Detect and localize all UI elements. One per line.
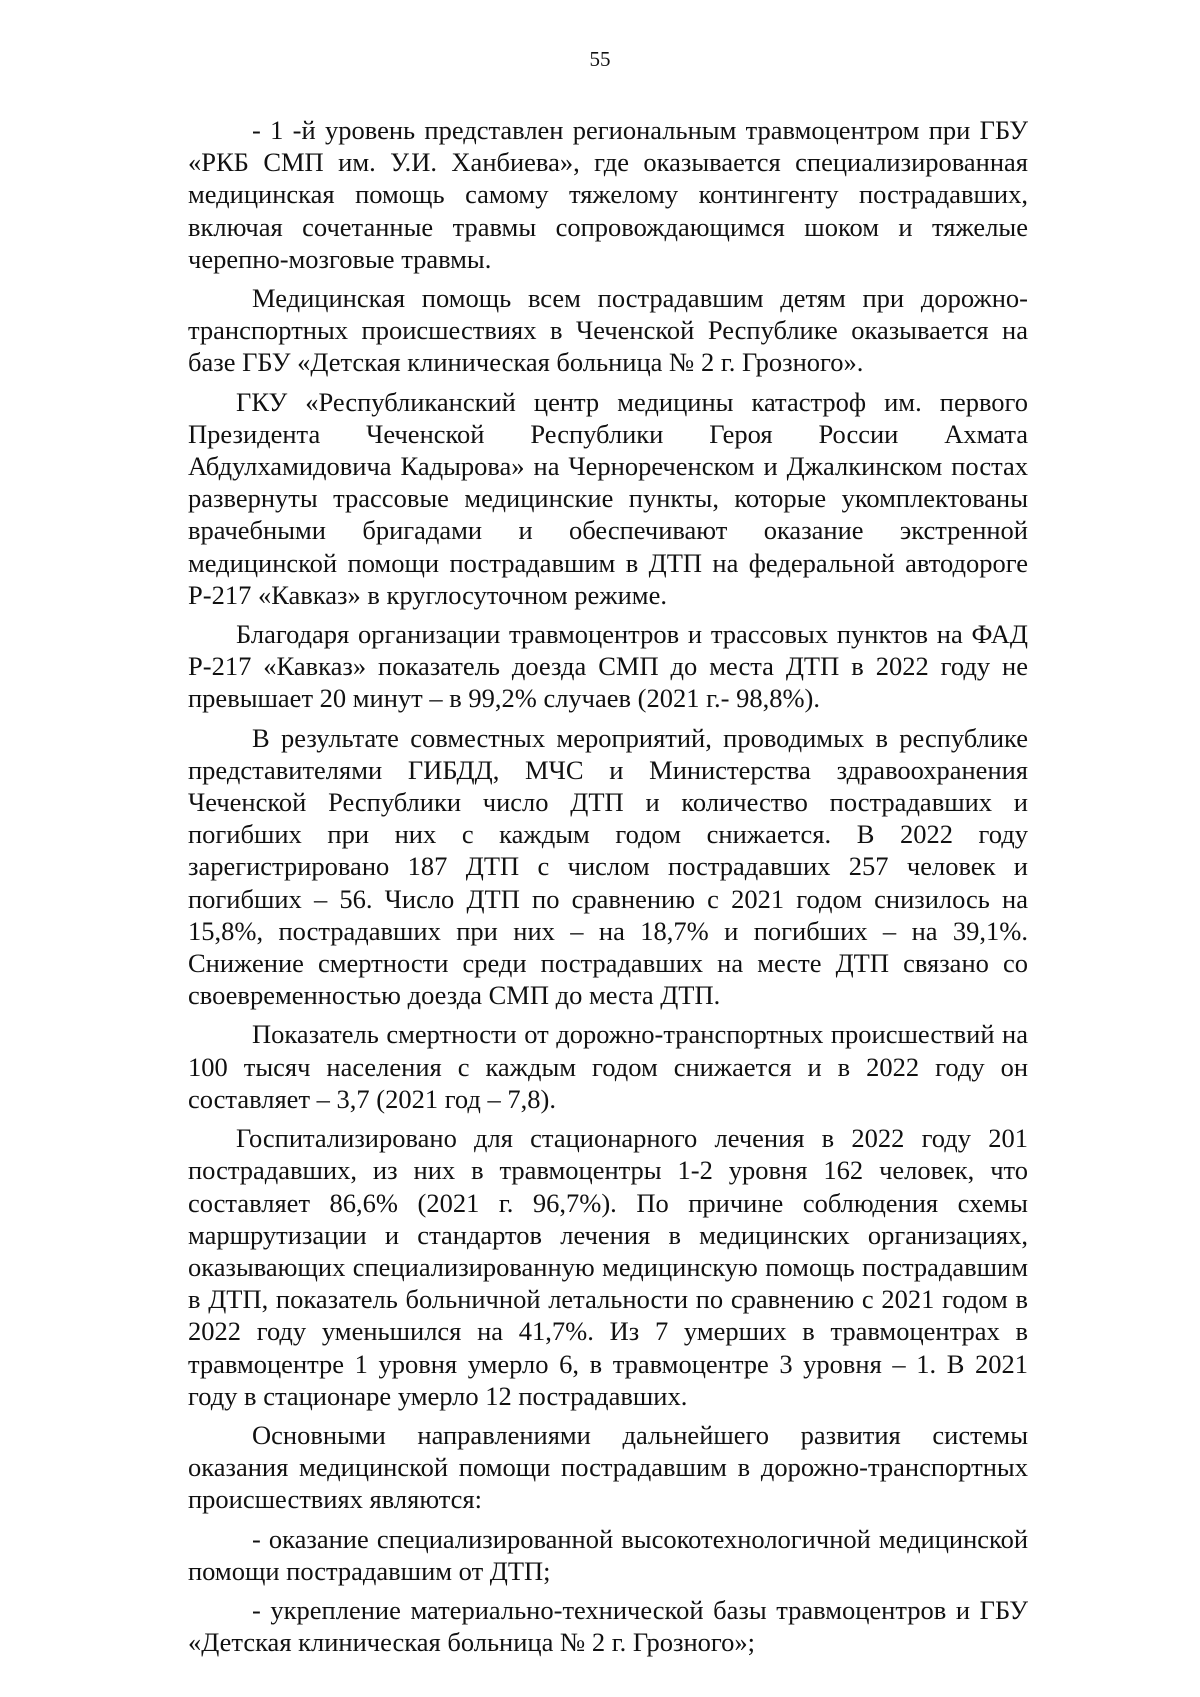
paragraph-accident-statistics: В результате совместных мероприятий, проводимых в республике представителями ГИБДД, МЧС и Министерства здравоохранения Чеченской Республики число ДТП и количество пострадавших и погибших при них с каждым годом снижается. В 2022 году зарегистрировано 187 ДТП с числом пострадавших 257 человек и погибших – 56. Число ДТП по сравнению с 2021 годом снизилось на 15,8%, пострадавших при них – на 18,7% и погибших – на 39,1%. Снижение смертности среди пострадавших на месте ДТП связано со своевременностью доезда СМП до места ДТП. (188, 722, 1028, 1011)
list-item-infrastructure: - укрепление материально-технической базы травмоцентров и ГБУ «Детская клиническая больница № 2 г. Грозного»; (188, 1594, 1028, 1658)
paragraph-arrival-time: Благодаря организации травмоцентров и трассовых пунктов на ФАД Р-217 «Кавказ» показатель доезда СМП до места ДТП в 2022 году не превышает 20 минут – в 99,2% случаев (2021 г.- 98,8%). (188, 619, 1028, 714)
page-number: 55 (589, 47, 611, 71)
paragraph-hospitalization: Госпитализировано для стационарного лечения в 2022 году 201 пострадавших, из них в травмоцентры 1-2 уровня 162 человек, что составляет 86,6% (2021 г. 96,7%). По причине соблюдения схемы маршрутизации и стандартов лечения в медицинских организациях, оказывающих специализированную медицинскую помощь пострадавшим в ДТП, показатель больничной летальности по сравнению с 2021 годом в 2022 году уменьшился на 41,7%. Из 7 умерших в травмоцентрах в травмоцентре 1 уровня умерло 6, в травмоцентре 3 уровня – 1. В 2021 году в стационаре умерло 12 пострадавших. (188, 1123, 1028, 1411)
paragraph-development-directions: Основными направлениями дальнейшего развития системы оказания медицинской помощи пострадавшим в дорожно-транспортных происшествиях являются: (188, 1419, 1028, 1515)
paragraph-disaster-center: ГКУ «Республиканский центр медицины катастроф им. первого Президента Чеченской Республики Героя России Ахмата Абдулхамидовича Кадырова» на Чернореченском и Джалкинском постах развернуты трассовые медицинские пункты, которые укомплектованы врачебными бригадами и обеспечивают оказание экстренной медицинской помощи пострадавшим в ДТП на федеральной автодороге Р-217 «Кавказ» в круглосуточном режиме. (188, 386, 1028, 610)
paragraph-trauma-level-1: - 1 -й уровень представлен региональным травмоцентром при ГБУ «РКБ СМП им. У.И. Ханбиева», где оказывается специализированная медицинская помощь самому тяжелому контингенту пострадавших, включая сочетанные травмы сопровождающимся шоком и тяжелые черепно-мозговые травмы. (188, 115, 1028, 274)
body-text (188, 114, 1028, 1665)
paragraph-mortality-rate: Показатель смертности от дорожно-транспортных происшествий на 100 тысяч населения с каждым годом снижается и в 2022 году он составляет – 3,7 (2021 год – 7,8). (188, 1019, 1028, 1114)
list-item-specialized-care: - оказание специализированной высокотехнологичной медицинской помощи пострадавшим от ДТП; (188, 1523, 1028, 1586)
paragraph-children-care: Медицинская помощь всем пострадавшим детям при дорожно-транспортных происшествиях в Чеченской Республике оказывается на базе ГБУ «Детская клиническая больница № 2 г. Грозного». (188, 283, 1028, 378)
